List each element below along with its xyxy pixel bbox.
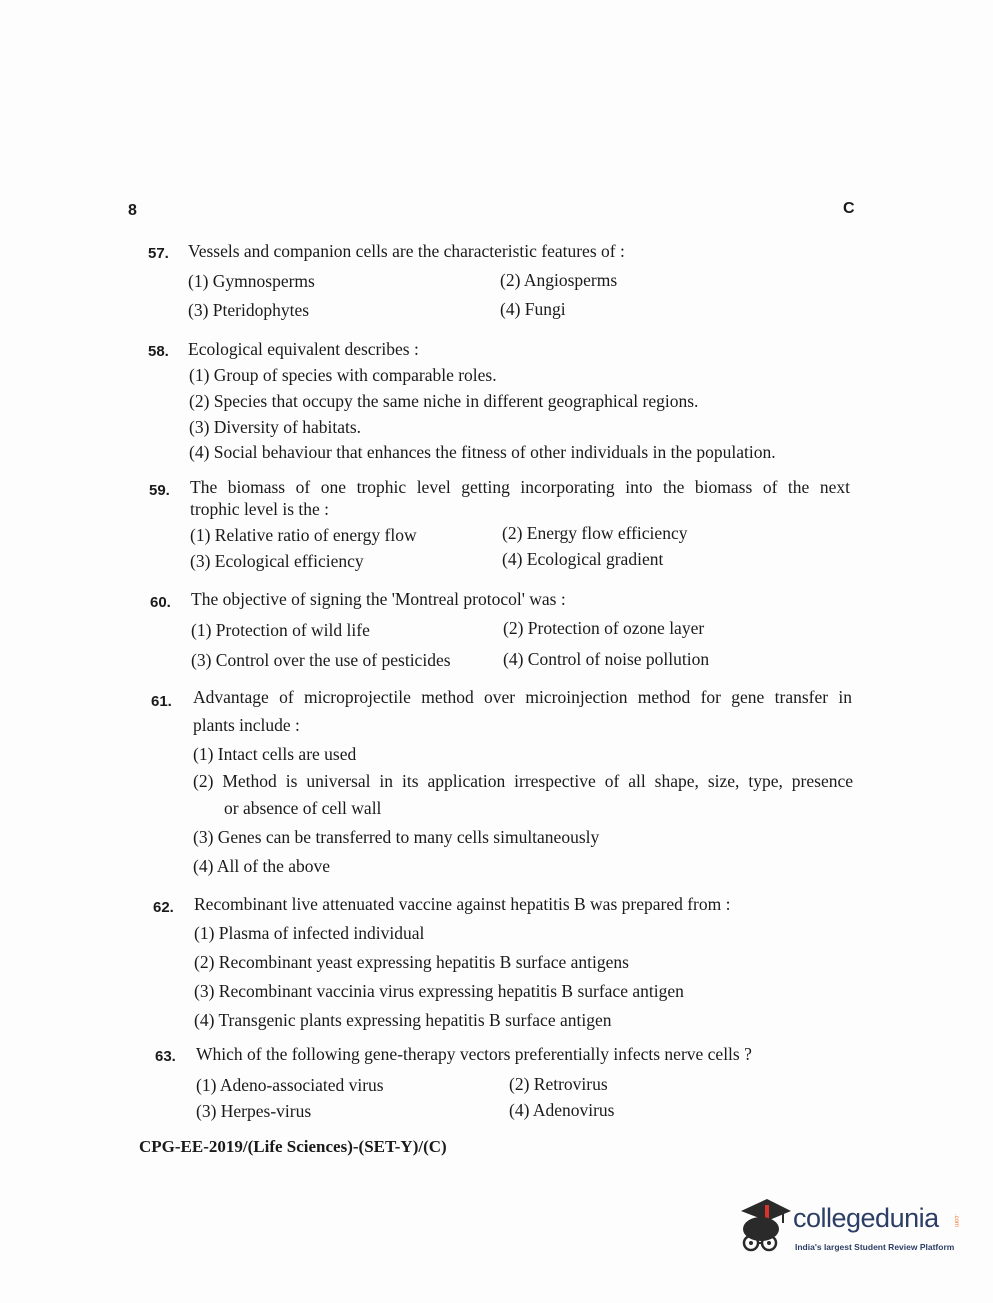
question-text-line-1: The biomass of one trophic level getting incorporating into the biomass of the next <box>190 477 850 497</box>
question-number: 63. <box>155 1048 176 1065</box>
option-2[interactable]: (2) Species that occupy the same niche in different geographical regions. <box>189 391 699 411</box>
option-4[interactable]: (4) Transgenic plants expressing hepatitis B surface antigen <box>194 1010 612 1030</box>
option-1[interactable]: (1) Gymnosperms <box>188 271 315 291</box>
question-number: 58. <box>148 343 169 360</box>
option-3[interactable]: (3) Control over the use of pesticides <box>191 650 451 670</box>
question-text: Ecological equivalent describes : <box>188 339 419 359</box>
option-2[interactable]: (2) Recombinant yeast expressing hepatitis B surface antigens <box>194 952 629 972</box>
option-3[interactable]: (3) Diversity of habitats. <box>189 417 362 437</box>
option-4[interactable]: (4) Fungi <box>500 299 566 319</box>
question-text: The objective of signing the 'Montreal protocol' was : <box>191 589 566 609</box>
question-text-line-2: trophic level is the : <box>190 499 329 519</box>
question-text: Vessels and companion cells are the characteristic features of : <box>188 241 625 261</box>
option-1[interactable]: (1) Protection of wild life <box>191 620 370 640</box>
option-2[interactable]: (2) Protection of ozone layer <box>503 618 705 638</box>
question-text-line-1: Advantage of microprojectile method over microinjection method for gene transfer in <box>193 687 852 707</box>
question-number: 60. <box>150 594 171 611</box>
mascot-icon <box>735 1195 793 1261</box>
question-number: 62. <box>153 899 174 916</box>
option-1[interactable]: (1) Group of species with comparable roles. <box>189 365 497 385</box>
option-4[interactable]: (4) All of the above <box>193 856 331 876</box>
option-1[interactable]: (1) Intact cells are used <box>193 744 357 764</box>
question-text: Which of the following gene-therapy vectors preferentially infects nerve cells ? <box>196 1044 752 1064</box>
option-2-continued: or absence of cell wall <box>224 798 382 818</box>
set-code: C <box>843 200 855 217</box>
page-number: 8 <box>128 202 137 219</box>
question-number: 59. <box>149 482 170 499</box>
collegedunia-logo[interactable] <box>735 1195 965 1265</box>
option-4[interactable]: (4) Control of noise pollution <box>503 649 710 669</box>
option-2[interactable]: (2) Retrovirus <box>509 1074 608 1094</box>
question-text-line-2: plants include : <box>193 715 300 735</box>
question-number: 61. <box>151 693 172 710</box>
paper-code-footer: CPG-EE-2019/(Life Sciences)-(SET-Y)/(C) <box>139 1137 447 1156</box>
option-2[interactable]: (2) Energy flow efficiency <box>502 523 688 543</box>
option-3[interactable]: (3) Pteridophytes <box>188 300 310 320</box>
question-text: Recombinant live attenuated vaccine against hepatitis B was prepared from : <box>194 894 731 914</box>
option-4[interactable]: (4) Adenovirus <box>509 1100 615 1120</box>
question-number: 57. <box>148 245 169 262</box>
option-2[interactable]: (2) Angiosperms <box>500 270 618 290</box>
option-3[interactable]: (3) Recombinant vaccinia virus expressing hepatitis B surface antigen <box>194 981 684 1001</box>
option-2[interactable]: (2) Method is universal in its application irrespective of all shape, size, type, presence <box>193 771 853 791</box>
option-4[interactable]: (4) Social behaviour that enhances the fitness of other individuals in the population. <box>189 442 776 462</box>
option-1[interactable]: (1) Plasma of infected individual <box>194 923 425 943</box>
option-1[interactable]: (1) Relative ratio of energy flow <box>190 525 417 545</box>
option-3[interactable]: (3) Genes can be transferred to many cells simultaneously <box>193 827 600 847</box>
option-4[interactable]: (4) Ecological gradient <box>502 549 664 569</box>
option-3[interactable]: (3) Herpes-virus <box>196 1101 312 1121</box>
option-1[interactable]: (1) Adeno-associated virus <box>196 1075 384 1095</box>
logo-tagline: India's largest Student Review Platform <box>795 1242 955 1252</box>
logo-domain-suffix: .com <box>953 1214 959 1228</box>
logo-wordmark: collegedunia <box>793 1203 939 1233</box>
option-3[interactable]: (3) Ecological efficiency <box>190 551 364 571</box>
